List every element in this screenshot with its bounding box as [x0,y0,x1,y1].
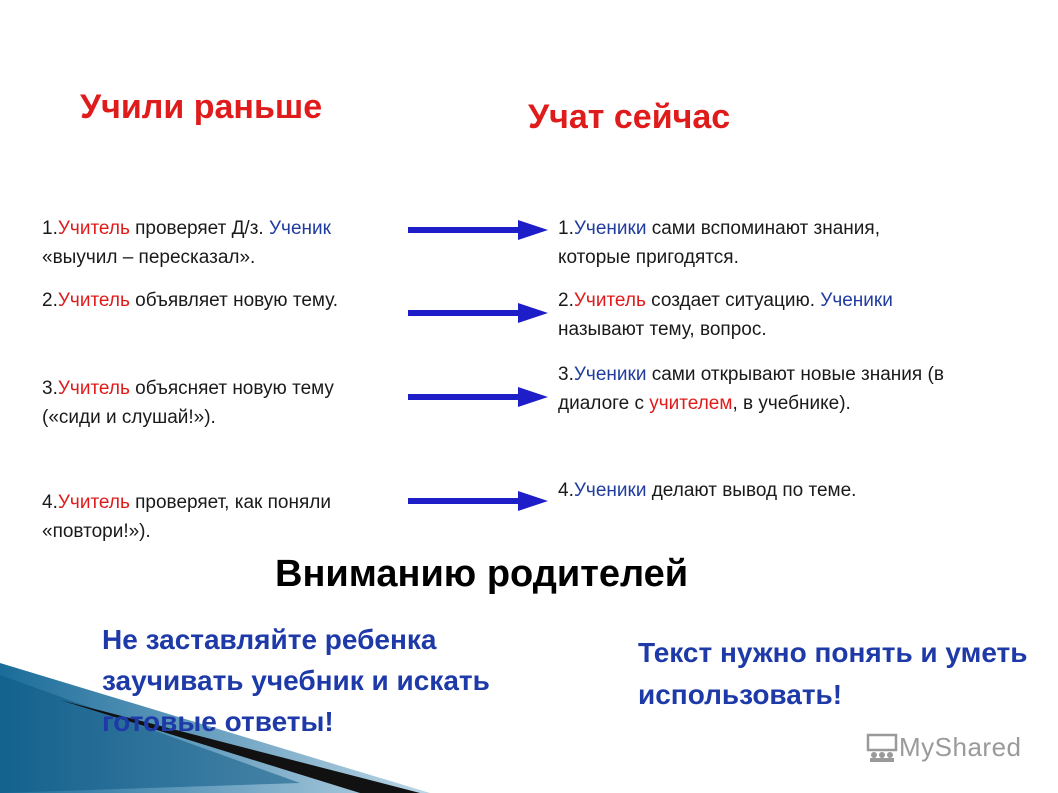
parents-heading: Вниманию родителей [275,553,689,595]
heading-before: Учили раньше [80,88,323,126]
left-item-1: 1.Учитель проверяет Д/з. Ученик «выучил – пересказал». [42,218,331,268]
arrow-right-icon [408,491,548,511]
logo-text: MyShared [899,732,1022,762]
right-item-4: 4.Ученики делают вывод по теме. [558,480,857,501]
left-item-2: 2.Учитель объявляет новую тему. [42,290,339,311]
heading-now: Учат сейчас [528,98,731,136]
advice-right: Текст нужно понять и уметь использовать! [638,637,1028,710]
left-item-4: 4.Учитель проверяет, как поняли «повтори!»). [42,492,331,542]
advice-left: Не заставляйте ребенка заучивать учебник и искать готовые ответы! [102,624,490,737]
left-item-3: 3.Учитель объясняет новую тему («сиди и слушай!»). [42,378,334,428]
arrow-right-icon [408,387,548,407]
right-item-3: 3.Ученики сами открывают новые знания (в диалоге с учителем, в учебнике). [558,364,944,414]
arrow-right-icon [408,220,548,240]
right-item-2: 2.Учитель создает ситуацию. Ученики называют тему, вопрос. [558,290,893,340]
right-item-1: 1.Ученики сами вспоминают знания, которые пригодятся. [558,218,880,268]
arrow-right-icon [408,303,548,323]
myshared-logo[interactable] [865,732,1022,763]
classroom-icon [865,733,899,763]
